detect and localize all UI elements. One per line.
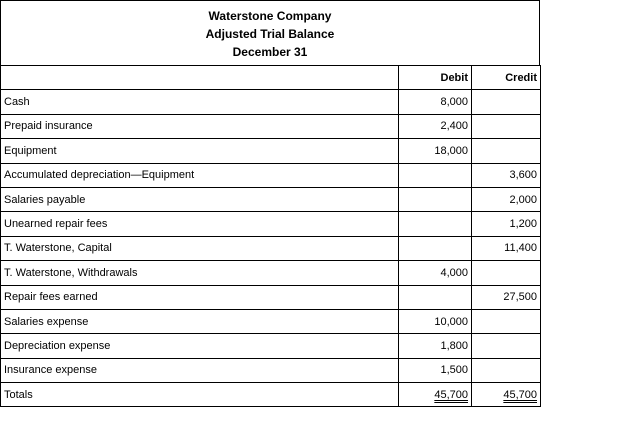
credit-cell [472, 309, 541, 333]
table-row [1, 163, 541, 187]
debit-header: Debit [399, 66, 472, 90]
column-header-row [1, 66, 541, 90]
table-row [1, 236, 541, 260]
table-row [1, 334, 541, 358]
credit-cell [472, 261, 541, 285]
debit-cell: 2,400 [399, 114, 472, 138]
account-cell: Prepaid insurance [1, 114, 399, 138]
debit-cell: 1,800 [399, 334, 472, 358]
account-cell: Accumulated depreciation—Equipment [1, 163, 399, 187]
totals-label: Totals [1, 383, 399, 407]
table-row [1, 139, 541, 163]
table-row [1, 114, 541, 138]
credit-cell: 2,000 [472, 187, 541, 211]
debit-cell [399, 163, 472, 187]
account-cell: T. Waterstone, Withdrawals [1, 261, 399, 285]
company-name: Waterstone Company [208, 9, 332, 23]
totals-credit-value: 45,700 [503, 388, 537, 401]
table-row [1, 90, 541, 114]
credit-cell [472, 334, 541, 358]
table-row [1, 309, 541, 333]
report-header [0, 0, 540, 65]
credit-cell: 1,200 [472, 212, 541, 236]
debit-cell: 4,000 [399, 261, 472, 285]
credit-cell [472, 139, 541, 163]
credit-cell [472, 114, 541, 138]
credit-header: Credit [472, 66, 541, 90]
credit-cell: 3,600 [472, 163, 541, 187]
report-title: Adjusted Trial Balance [205, 27, 335, 41]
account-cell: Repair fees earned [1, 285, 399, 309]
account-cell: Salaries payable [1, 187, 399, 211]
report-date: December 31 [232, 45, 308, 59]
totals-debit-value: 45,700 [434, 388, 468, 401]
account-header [1, 66, 399, 90]
credit-cell: 27,500 [472, 285, 541, 309]
credit-cell [472, 90, 541, 114]
debit-cell: 1,500 [399, 358, 472, 382]
table-row [1, 285, 541, 309]
account-cell: Depreciation expense [1, 334, 399, 358]
debit-cell: 8,000 [399, 90, 472, 114]
account-cell: Unearned repair fees [1, 212, 399, 236]
credit-cell [472, 358, 541, 382]
table-row [1, 187, 541, 211]
trial-balance-table [0, 65, 541, 407]
account-cell: Salaries expense [1, 309, 399, 333]
account-cell: Insurance expense [1, 358, 399, 382]
credit-cell: 11,400 [472, 236, 541, 260]
debit-cell: 10,000 [399, 309, 472, 333]
debit-cell [399, 212, 472, 236]
debit-cell [399, 187, 472, 211]
debit-cell [399, 236, 472, 260]
account-cell: T. Waterstone, Capital [1, 236, 399, 260]
debit-cell [399, 285, 472, 309]
table-row [1, 261, 541, 285]
debit-cell: 18,000 [399, 139, 472, 163]
table-row [1, 212, 541, 236]
totals-debit [399, 383, 472, 407]
table-row [1, 358, 541, 382]
totals-credit [472, 383, 541, 407]
totals-row [1, 383, 541, 407]
account-cell: Equipment [1, 139, 399, 163]
account-cell: Cash [1, 90, 399, 114]
